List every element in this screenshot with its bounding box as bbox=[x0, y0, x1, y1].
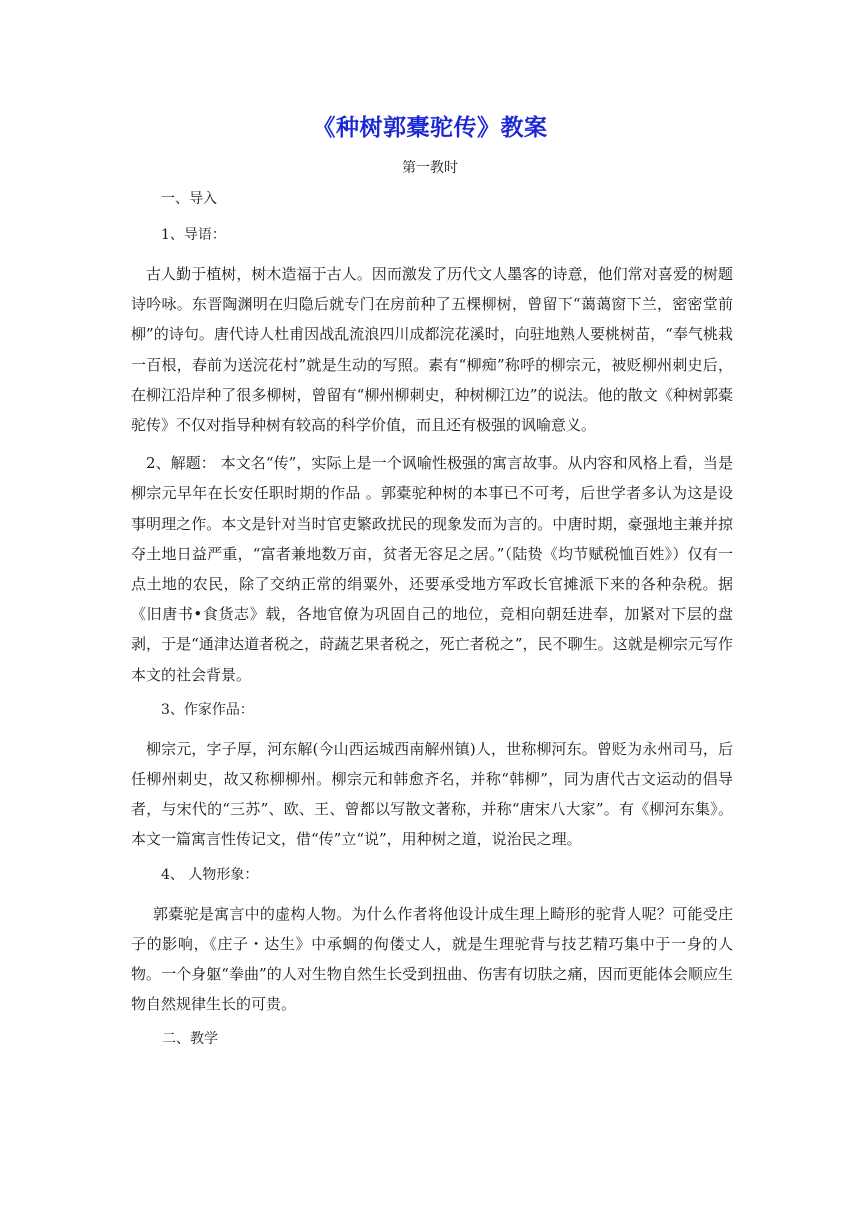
item-heading-guide: 1、导语： bbox=[161, 227, 226, 243]
item-heading-author: 3、作家作品： bbox=[161, 701, 254, 718]
paragraph-author: 柳宗元，字子厚，河东解(今山西运城西南解州镇)人，世称柳河东。曾贬为永州司马，后任柳州刺史，故又称柳柳州。柳宗元和韩愈齐名，并称“韩柳”，同为唐代古文运动的倡导者，与宋代的“三苏”、欧、王、曾都以写散文著称，并称“唐宋八大家”。有《柳河东集》。 本文一篇寓言性传记文，借“传”立“说”，用种树之道，说治民之理。 bbox=[131, 739, 733, 849]
document-body bbox=[131, 187, 733, 1063]
section-heading-teaching: 二、教学 bbox=[162, 1031, 218, 1048]
paragraph-guide: 古人勤于植树，树木造福于古人。因而激发了历代文人墨客的诗意，他们常对喜爱的树题诗吟咏。东晋陶渊明在归隐后就专门在房前种了五棵柳树，曾留下“蔼蔼窗下兰，密密堂前柳”的诗句。唐代诗人杜甫因战乱流浪四川成都浣花溪时，向驻地熟人要桃树苗，“奉气桃栽一百根，春前为送浣花村”就是生动的写照。素有“柳痴”称呼的柳宗元，被贬柳州刺史后，在柳江沿岸种了很多柳树，曾留有“柳州柳刺史，种树柳江边”的说法。他的散文《种树郭橐驼传》不仅对指导种树有较高的科学价值，而且还有极强的讽喻意义。 bbox=[131, 265, 733, 435]
item-heading-character: 4、 人物形象： bbox=[161, 866, 259, 883]
paragraph-title-explanation: 2、解题： 本文名“传”，实际上是一个讽喻性极强的寓言故事。从内容和风格上看，当是柳宗元早年在长安任职时期的作品 。郭橐驼种树的本事已不可考，后世学者多认为这是设事明理之作。本文是针对当时官吏繁政扰民的现象发而为言的。中唐时期，豪强地主兼并掠夺土地日益严重，“富者兼地数万亩，贫者无容足之居。”（陆贽《均节赋税恤百姓》）仅有一点土地的农民，除了交纳正常的绢粟外，还要承受地方军政长官摊派下来的各种杂税。据《旧唐书•食货志》载，各地官僚为巩固自己的地位，竞相向朝廷进奉，加紧对下层的盘剥，于是“通津达道者税之，莳蔬艺果者税之，死亡者税之”，民不聊生。这就是柳宗元写作本文的社会背景。 bbox=[131, 454, 733, 684]
paragraph-character: 郭橐驼是寓言中的虚构人物。为什么作者将他设计成生理上畸形的驼背人呢？可能受庄子的影响，《庄子・达生》中承蜩的佝偻丈人，就是生理驼背与技艺精巧集中于一身的人物。一个身躯“拳曲”的人对生物自然生长受到扭曲、伤害有切肤之痛，因而更能体会顺应生物自然规律生长的可贵。 bbox=[131, 904, 733, 1014]
lesson-subtitle: 第一教时 bbox=[402, 160, 458, 176]
section-heading-intro: 一、导入 bbox=[161, 191, 217, 207]
document-title: 《种树郭橐驼传》教案 bbox=[312, 115, 548, 141]
